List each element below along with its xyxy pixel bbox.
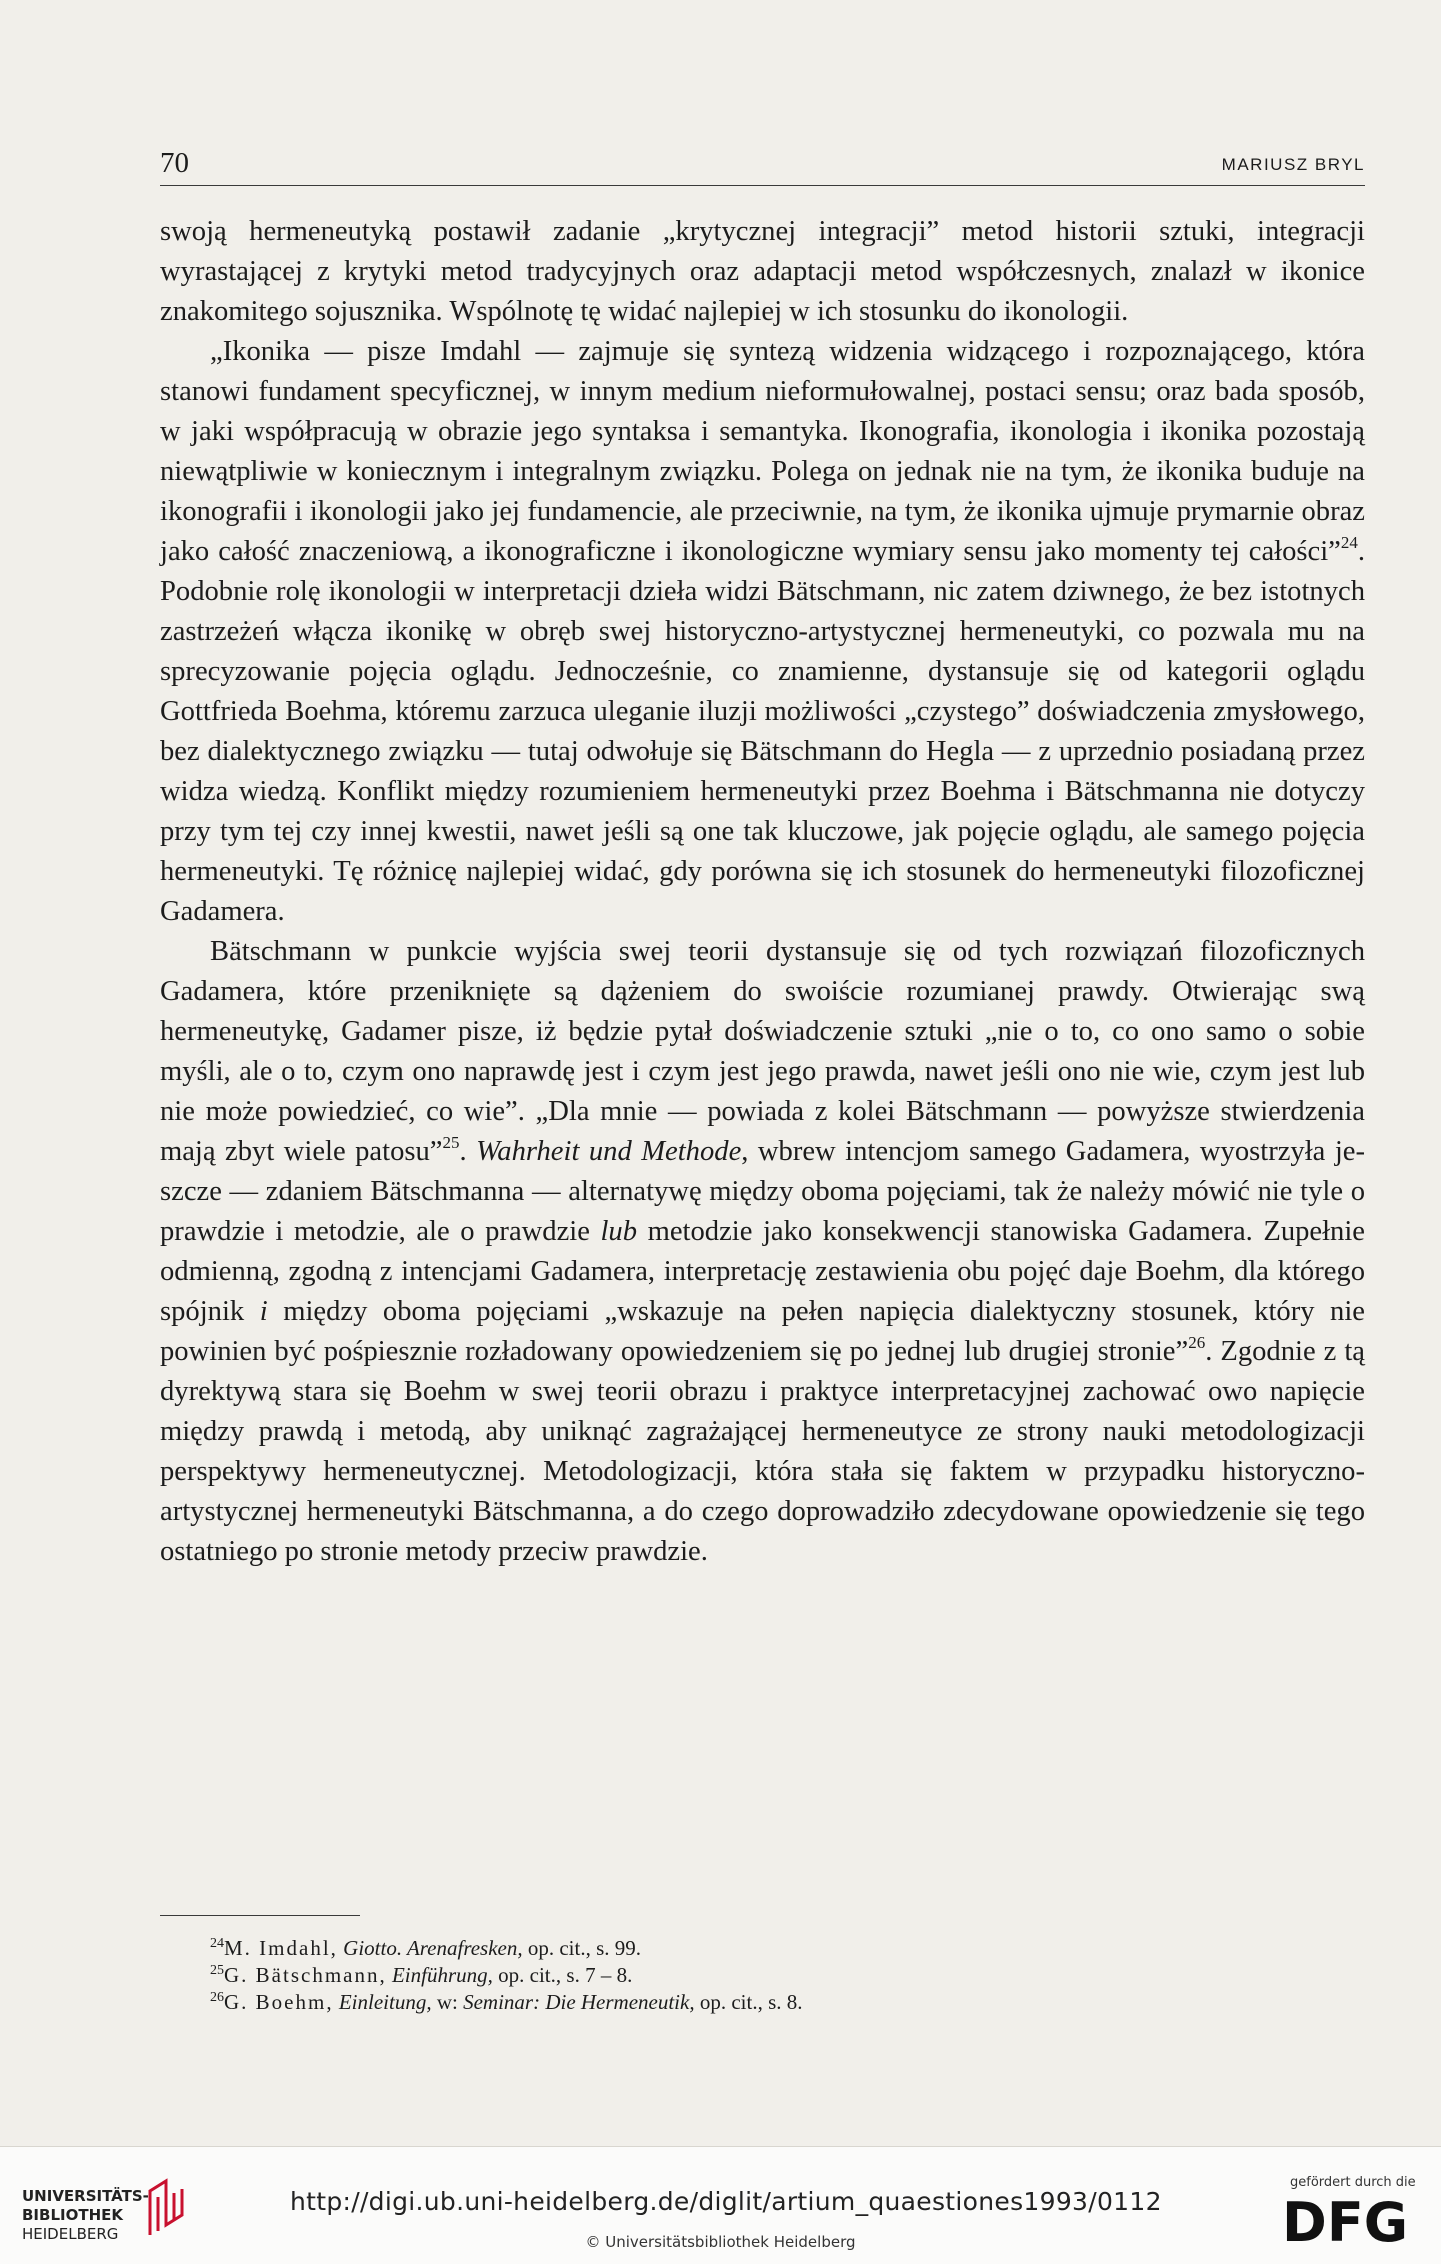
- footnote-author: M. Imdahl,: [224, 1936, 338, 1960]
- footnote-citation: op. cit., s. 99.: [527, 1936, 642, 1960]
- footnote-25: [210, 1962, 1310, 1989]
- footnote-rule: [160, 1915, 360, 1916]
- footnotes: [210, 1935, 1310, 2016]
- paragraph-3-text-e: między oboma pojęciami „wskazuje na pełen napięcia dialektyczny stosunek, który nie powinien być pośpiesznie rozładowany opowiedzeniem się po jednej lub drugiej stronie”: [160, 1296, 1365, 1367]
- university-library-logo-icon[interactable]: [140, 2177, 190, 2239]
- footnote-number: 25: [210, 1963, 224, 1978]
- running-author: MARIUSZ BRYL: [1221, 155, 1365, 174]
- footnote-26: [210, 1989, 1310, 2016]
- note-ref-24[interactable]: 24: [1340, 533, 1358, 552]
- library-name-line-2: BIBLIOTHEK: [22, 2206, 123, 2224]
- body-text: [160, 212, 1365, 1572]
- footnote-title: Giotto. Arenafresken,: [343, 1936, 523, 1960]
- copyright-notice: © Universitätsbibliothek Heidelberg: [585, 2233, 856, 2251]
- paragraph-3-text-d: metodzie jako konsekwencji stanowiska Gadamera. Zupełnie odmienną, zgodną z intencjami Gadamera, interpretację zestawienia obu pojęć daje Boehm, dla którego spójnik: [160, 1216, 1365, 1327]
- italic-i: i: [259, 1296, 268, 1327]
- note-ref-26[interactable]: 26: [1188, 1333, 1206, 1352]
- footnote-citation: op. cit., s. 8.: [699, 1990, 803, 2014]
- footnote-citation: op. cit., s. 7 – 8.: [498, 1963, 633, 1987]
- permalink-url[interactable]: http://digi.ub.uni-heidelberg.de/diglit/artium_quaestiones1993/0112: [290, 2187, 1162, 2216]
- footnote-24: [210, 1935, 1310, 1962]
- library-name-line-3: HEIDELBERG: [22, 2225, 119, 2243]
- paragraph-3-text-f: . Zgodnie z tą dyrektywą stara się Boehm w swej teorii obrazu i praktyce interpretacyjnej zachować owo napięcie między prawdą i metodą, aby uniknąć zagrażającej hermeneutyce ze strony nauki metodologizacji perspektywy hermeneutycznej. Metodologizacji, która stała się faktem w przypadku historyczno-artystycznej hermeneutyki Bätschmanna, a do czego doprowadziło zdecydowane opowiedzenie się tego ostatniego po stronie metody przeciw prawdzie.: [160, 1336, 1366, 1567]
- paragraph-3-text-b: .: [459, 1136, 477, 1167]
- book-title: Wahrheit und Methode: [476, 1136, 742, 1167]
- paragraph-2-text-b: . Podobnie rolę ikonologii w interpretacji dzieła widzi Bätschmann, nic zatem dziwnego, że bez istotnych zastrzeżeń włącza ikonikę w obręb swej historyczno-artystycznej hermeneutyki, co pozwala mu na sprecyzowanie pojęcia oglądu. Jednocześnie, co znamienne, dystansuje się od kategorii oglądu Gottfrieda Boehma, któremu zarzuca uleganie iluzji możliwości „czystego” doświadczenia zmysłowego, bez dialektycznego związku — tutaj odwołuje się Bätschmann do Hegla — z uprzednio posiadaną przez widza wiedzą. Konflikt między rozumieniem hermeneutyki przez Boehma i Bätschmanna nie dotyczy przy tym tej czy innej kwestii, nawet jeśli są one tak kluczowe, jak pojęcie oglądu, ale samego pojęcia hermeneutyki. Tę różnicę najlepiej widać, gdy porówna się ich stosunek do hermeneutyki filozoficznej Gadamera.: [160, 536, 1365, 927]
- footnote-title: Einleitung,: [338, 1990, 432, 2014]
- footnote-title-2: Seminar: Die Hermeneutik,: [463, 1990, 695, 2014]
- footnote-number: 24: [210, 1936, 224, 1951]
- paragraph-3-text-a: Bätschmann w punkcie wyjścia swej teorii dystansuje się od tych rozwiązań filozoficznych Gadamera, które przeniknięte są dążeniem do swoiście rozumianej prawdy. Otwierając swą hermeneutykę, Gadamer pisze, iż będzie pytał doświadczenie sztuki „nie o to, co ono samo o sobie myśli, ale o to, czym ono naprawdę jest i czym jest jego prawda, nawet jeśli ono nie wie, czym jest lub nie może powiedzieć, co wie”. „Dla mnie — powiada z kolei Bätschmann — powyższe stwierdzenia mają zbyt wiele patosu”: [160, 936, 1365, 1167]
- footnote-author: G. Bätschmann,: [224, 1963, 387, 1987]
- running-head: [160, 145, 1365, 186]
- library-name-line-1: UNIVERSITÄTS-: [22, 2187, 149, 2205]
- dfg-logo-icon[interactable]: [1282, 2193, 1412, 2249]
- footnote-connector: w:: [436, 1990, 458, 2014]
- note-ref-25[interactable]: 25: [442, 1133, 460, 1152]
- paragraph-1: swoją hermeneutyką postawił zadanie „krytycznej integracji” metod historii sztuki, integracji wyrastającej z krytyki metod tradycyjnych oraz adaptacji metod współczesnych, znalazł w ikonice znakomitego sojusznika. Wspólnotę tę widać najlepiej w ich stosunku do ikonologii.: [160, 216, 1365, 327]
- paragraph-2: [160, 332, 1365, 932]
- dfg-logo-text: DFG: [1282, 2193, 1409, 2249]
- paragraph-3-text-c: , wbrew intencjom samego Gadamera, wyostrzyła jeszcze — zdaniem Bätschmanna — alternatywę między oboma pojęciami, tak że należy mówić nie tyle o prawdzie i metodzie, ale o prawdzie: [160, 1136, 1366, 1247]
- page-number: 70: [160, 147, 189, 179]
- paragraph-2-text-a: „Ikonika — pisze Imdahl — zajmuje się syntezą widzenia widzącego i rozpoznającego, która stanowi fundament specyficznej, w innym medium nieformułowalnej, postaci sensu; oraz bada sposób, w jaki współpracują w obrazie jego syntaksa i semantyka. Ikonografia, ikonologia i ikonika pozostają niewątpliwie w koniecznym i integralnym związku. Polega on jednak nie na tym, że ikonika buduje na ikonografii i ikonologii jako jej fundamencie, ale przeciwnie, na tym, że ikonika ujmuje prymarnie obraz jako całość znaczeniową, a ikonograficzne i ikonologiczne wymiary sensu jako momenty tej całości”: [160, 336, 1365, 567]
- footnote-title: Einführung,: [391, 1963, 493, 1987]
- footer-bar: [0, 2146, 1441, 2264]
- paragraph-3: [160, 932, 1365, 1572]
- footnote-number: 26: [210, 1990, 224, 2005]
- funded-by-label: gefördert durch die: [1290, 2175, 1416, 2190]
- footnote-author: G. Boehm,: [224, 1990, 334, 2014]
- italic-lub: lub: [600, 1216, 638, 1247]
